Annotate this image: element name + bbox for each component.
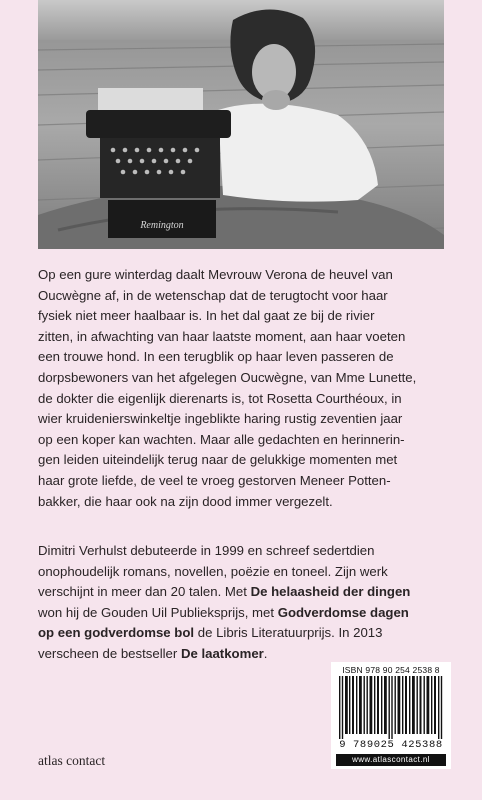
author-photo — [38, 0, 444, 249]
book-title: Godverdomse dagen — [277, 604, 409, 620]
book-title: De laatkomer — [180, 645, 264, 661]
ean-number: 9 789025 425388 — [339, 739, 443, 751]
publisher-logo: atlas contact — [38, 753, 106, 768]
isbn-text: ISBN 978 90 254 2538 8 — [342, 665, 440, 675]
typewriter-brand: Remington — [140, 220, 184, 231]
barcode — [331, 662, 451, 769]
barcode-icon — [339, 676, 443, 739]
blurb-text: Op een gure winterdag daalt Mevrouw Verona de heuvel van Oucwègne af, in de wetenschap dat de terugtocht voor haar fysiek niet meer haalbaar is. In het dal gaat ze bij de rivier zitten, in afwachting van haar laatste moment, aan haar voeten een trouwe hond. In een terugblik op haar leven passeren de dorpsbewoners van het afgelegen Oucwègne, van Mme Lunette, de dokter die eigenlijk dierenarts is, tot Rosetta Courthéoux, in wier kruidenierswinkeltje ingeblikte haring rustig zeventien jaar op een koper kan wachten. Maar alle gedachten en herinnerin- gen leiden uiteindelijk terug naar de gelukkige momenten met haar grote liefde, de veel te vroeg gestorven Meneer Potten- bakker, die haar ook na zijn dood immer vergezelt. — [38, 267, 417, 509]
publisher-url: www.atlascontact.nl — [336, 754, 446, 766]
author-bio: Dimitri Verhulst debuteerde in 1999 en schreef sedertdien onophoudelijk romans, novellen, poëzie en toneel. Zijn werk verschijnt in meer dan 20 talen. Met De helaasheid der dingen won hij de Gouden Uil Publieksprijs, met Godverdomse dagen op een godverdomse bol de Libris Literatuurprijs. In 2013 verscheen de bestseller De laatkomer. — [38, 543, 411, 661]
book-title: De helaasheid der dingen — [250, 584, 411, 600]
book-title: op een godverdomse bol — [38, 625, 195, 641]
author-photo-icon — [38, 0, 444, 249]
